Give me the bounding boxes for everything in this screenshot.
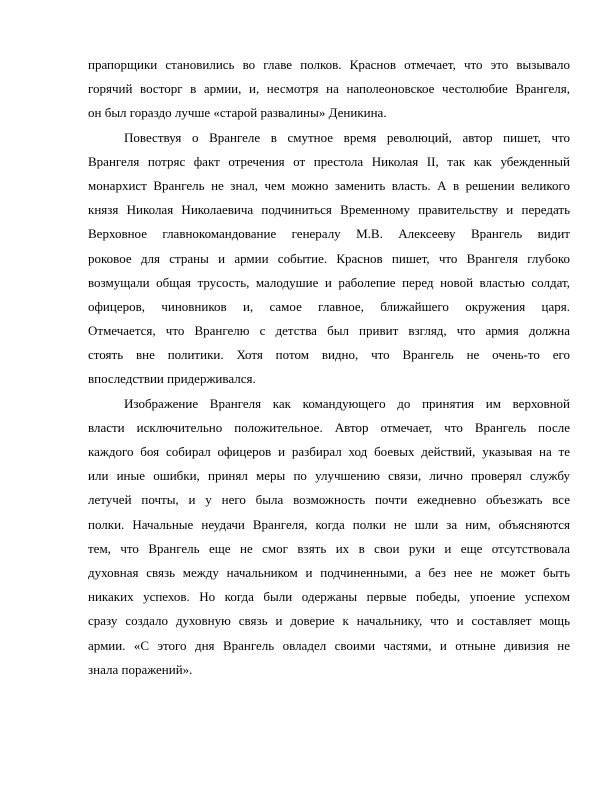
text-line: никаких успехов. Но когда были одержаны первые победы, упоение успехом <box>88 589 570 605</box>
text-line: Врангеля потряс факт отречения от престола Николая II, так как убежденный <box>88 153 570 169</box>
text-line: Повествуя о Врангеле в смутное время революций, автор пишет, что <box>124 129 570 145</box>
text-line: впоследствии придерживался. <box>88 371 256 387</box>
text-line: духовная связь между начальником и подчиненными, а без нее не может быть <box>88 564 570 580</box>
paragraph <box>88 53 570 126</box>
text-line: возмущали общая трусость, малодушие и раболепие перед новой властью солдат, <box>88 274 570 290</box>
text-line: он был гораздо лучше «старой развалины» Деникина. <box>88 105 387 121</box>
text-line: князя Николая Николаевича подчиниться Временному правительству и передать <box>88 202 570 218</box>
text-line: монархист Врангель не знал, чем можно заменить власть. А в решении великого <box>88 177 570 193</box>
text-line: Изображение Врангеля как командующего до принятия им верховной <box>124 395 570 411</box>
text-line: офицеров, чиновников и, самое главное, ближайшего окружения царя. <box>88 298 570 314</box>
text-line: армии. «С этого дня Врангель овладел своими частями, и отныне дивизия не <box>88 637 570 653</box>
text-line: горячий восторг в армии, и, несмотря на наполеоновское честолюбие Врангеля, <box>88 81 570 97</box>
text-line: прапорщики становились во главе полков. Краснов отмечает, что это вызывало <box>88 57 570 72</box>
document-body <box>88 53 570 682</box>
paragraph <box>88 126 570 392</box>
text-line: знала поражений». <box>88 661 193 677</box>
text-line: стоять вне политики. Хотя потом видно, что Врангель не очень-то его <box>88 347 570 363</box>
paragraph <box>88 392 570 682</box>
text-line: сразу создало духовную связь и доверие к начальнику, что и составляет мощь <box>88 613 570 629</box>
text-line: каждого боя собирал офицеров и разбирал ход боевых действий, указывая на те <box>88 444 570 459</box>
text-line: роковое для страны и армии событие. Краснов пишет, что Врангеля глубоко <box>88 250 570 266</box>
text-line: полки. Начальные неудачи Врангеля, когда полки не шли за ним, объясняются <box>88 516 570 532</box>
text-line: летучей почты, и у него была возможность почти ежедневно объезжать все <box>88 492 570 508</box>
text-line: тем, что Врангель еще не смог взять их в свои руки и еще отсутствовала <box>88 540 570 556</box>
text-line: или иные ошибки, принял меры по улучшению связи, лично проверял службу <box>88 468 570 484</box>
text-line: Отмечается, что Врангелю с детства был привит взгляд, что армия должна <box>88 323 570 339</box>
text-line: власти исключительно положительное. Автор отмечает, что Врангель после <box>88 419 570 435</box>
text-line: Верховное главнокомандование генералу М.В. Алексееву Врангель видит <box>88 226 570 242</box>
